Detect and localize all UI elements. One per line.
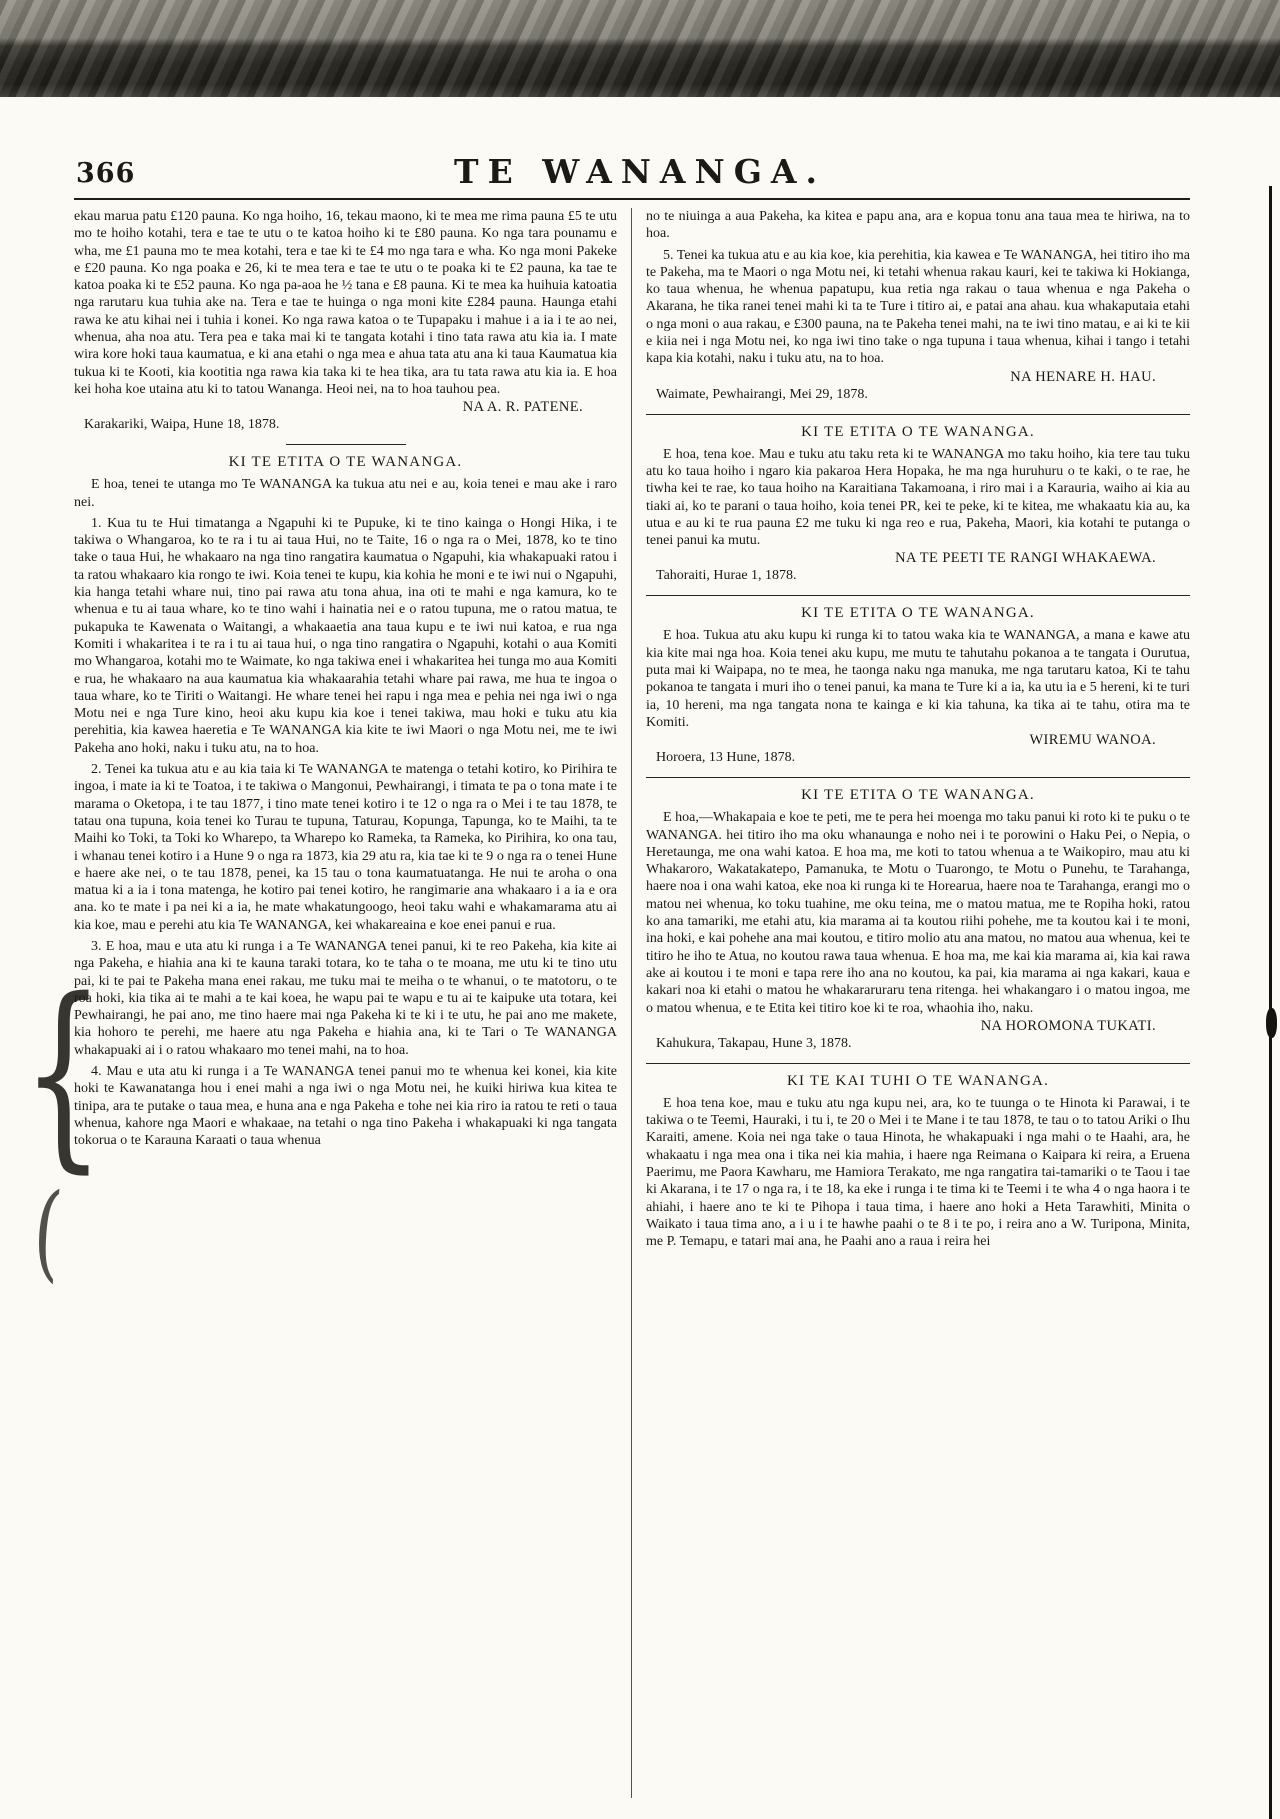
- article-divider: [646, 414, 1190, 415]
- article-divider: [646, 595, 1190, 596]
- margin-ink-paren: (: [29, 1167, 66, 1295]
- letter-item-4: 4. Mau e uta atu ki runga i a Te WANANGA tenei panui mo te whenua kei konei, kia kite hoki te Kawanatanga hou i enei mahi a nga iwi o nga Motu nei, he kuiki hiriwa kua kitea te tinipa, ara te putake o taua mea, e huna ana e nga Pakeha e tohe nei kia riro ia ratou te reti o taua whenua, kahore nga Maori e whakaae, na tetahi o nga tino Pakeha i whakapuaki ki nga tangata tokorua o te Karauna Karaati o taua whenua: [74, 1064, 617, 1149]
- dateline: Karakariki, Waipa, Hune 18, 1878.: [84, 417, 280, 433]
- right-column: [632, 208, 1190, 1798]
- estate-notice-text: ekau marua patu £120 pauna. Ko nga hoiho, 16, tekau maono, ki te mea me rima pauna £5 te utu mo te hoiho kotahi, tera e tae te utu o te katoa hoiho ki te £80 pauna. Ko nga tara pounamu e wha, me £1 pauna mo te mea kotahi, tera e tae ki te £4 mo nga tara e wha. Ko nga moni Pakeke e £20 pauna. Ko nga poaka e 26, ki te mea tera e tae te utu o te poaka ki te £2 pauna, ka tae te katoa poaka ki te £52 pauna. Ko nga pa-aoa he ½ tana e £8 pauna. Ki te mea ka huihuia katoatia nga rarutaru kua tuhia ake na. Tera e tae te huinga o nga moni kite £284 pauna. Haunga etahi rawa ke atu kihai nei i tuhia i konei. Ko nga rawa katoa o te Tupapaku i mahue i a ia i te ao nei, whenua, aha noa atu. Tera pea e taka mai ki te tangata kotahi i tino tata rawa atu kia ia. I mate wira kore hoki taua kaumatua, e ki ana etahi o nga mea e ahua tata atu ana ki taua Kaumatua kia tukua ki te Kooti, kia kootitia nga rawa kia taka ki te hea tika, ara tu tata rawa atu kia ia. E hoa kei hoha koe utaina atu ki to tatou Wananga. Heoi nei, na to hoa tauhou pea.: [74, 209, 617, 397]
- page-number: 366: [76, 158, 136, 189]
- letter-item-3: 3. E hoa, mau e uta atu ki runga i a Te WANANGA tenei panui, ki te reo Pakeha, kia kite ai nga Pakeha, e hiahia ana ki te kauna taraki totara, ko te taha o te moana, me utu ki te tino utu pai, ki te pai te Pakeha mana enei rakau, me tuku mai te meiha o te whanui, o te matotoru, o te roa hoki, kia tika ai te mahi a te kai koea, he wapu pai te wapu e tu ai te kaipuke uta totara, kei Pewhairangi, he pai ano, me tino haere mai nga Pakeha ki te ki i te utu, he pai ano me makete, kia hohoro te perehi, me haere atu nga Pakeha e hiahia ana, ki te Tari o Te WANANGA whakapuaki ai i o ratou whakaaro mo tenei mahi, na to hoa.: [74, 938, 617, 1058]
- signature: NA HENARE H. HAU.: [1010, 368, 1156, 385]
- two-column-body: [74, 208, 1190, 1798]
- section-heading: KI TE ETITA O TE WANANGA.: [801, 423, 1035, 440]
- letter-item-2: 2. Tenei ka tukua atu e au kia taia ki Te WANANGA te matenga o tetahi kotiro, ko Pirihira te ingoa, i mate ia ki te Toatoa, i te takiwa o Mangonui, Pewhairangi, i timata te pa o tona mate i te marama o Oketopa, i te tau 1877, i tino mate tenei kotiro i te 12 o nga ra o Mei i te tau 1878, te tatau ona tupuna, koia tenei ko Turau te tupuna, Taturau, Kopunga, Tapunga, ko te Maihi, ta te Maihi ko Toki, ta Toki ko Wharepo, ta Wharepo ko Rameka, ta Rameka, ko Pirihira, ko ona tau, i whanau tenei kotiro i a Hune 9 o nga ra 1873, kia 29 atu ra, kia tae ki te 9 o nga ra o tenei Hune e haere ake nei, o te tau 1878, penei, ka 15 tau o tona kaumatuatanga. He nui te aroha o ona matua ki a ia i tona matenga, he kotiro pai tenei kotiro, he rangimarie ana whakaaro i a ia e ora ana. ko te mate i pa nei ki a ia, he mate whakatungoogo, heoi taku wahi e whakamarama atu ai kia koe, mau e perehi atu kia Te WANANGA, kei whakareaina e koe enei panui e rua.: [74, 762, 617, 933]
- letter-item-5: 5. Tenei ka tukua atu e au kia koe, kia perehitia, kia kawea e Te WANANGA, hei titiro iho ma te Pakeha, ma te Maori o nga Motu nei, ki tetahi whenua rakau kauri, kei te takiwa ki Hokianga, ko taua whenua, he whenua papatupu, kua retia nga rakau o taua whenua e nga Pakeha o Akarana, he tika ranei tenei mahi ki ta te Ture i titiro ai, e patai ana ahau. kua whakaputaia etahi o nga moni o aua rakau, e £300 pauna, na te Pakeha tenei mahi, na te iwi tino matau, e ai ki te kii e kiia nei i nga Motu nei, ko nga iwi tino take o nga tupuna i taua whenua, kihai i tango i tetahi kapa kia kotahi, naku i tuku atu, na to hoa.: [646, 247, 1190, 367]
- signature: NA HOROMONA TUKATI.: [980, 1017, 1156, 1034]
- section-heading: KI TE ETITA O TE WANANGA.: [228, 454, 463, 471]
- letter-body: E hoa. Tukua atu aku kupu ki runga ki to tatou waka kia te WANANGA, a mana e kawe atu kia kite mai nga hoa. Koia tenei aku kupu, me mutu te tahutahu pokanoa a te tangata i Ourutua, puta mai ki Waipapa, no te mea, he taonga naku nga manuka, me nga tarutaru katoa, Ki te tahu pokanoa te tangata i muri iho o tenei panui, ka mana te Ture ki a ia, ka utu ia e 5 hereni, ki te turi ia, 10 hereni, ma nga tangata nona te kainga e ki kia tahuna, ka tika ai te tahu, otira ma te Komiti.: [646, 628, 1190, 730]
- letter-continuation-text: no te niuinga a aua Pakeha, ka kitea e papu ana, ara e kopua tonu ana taua mea te hiriwa, na to hoa.: [646, 209, 1190, 242]
- scan-artifact-top-band: [0, 0, 1280, 97]
- letter-body: E hoa tena koe, mau e tuku atu nga kupu nei, ara, ko te tuunga o te Hinota ki Parawai, i te takiwa o te Teemi, Hauraki, i tu i, te 20 o Mei i te Mane i te tau 1878, te tau o to tatou Ariki o Ihu Karaiti, amene. Koia nei nga take o taua Hinota, he whakapuaki i nga mahi o te Haahi, ara, he whakaatu i nga mea ona i tika nei kia mahia, i haere nga Reimana o Kaipara ki reira, a Eruena Paerimu, me Paora Kawharu, me Hamiora Terakato, me nga rangatira tai-tamariki o te Taou i tae ki Akarana, i te 17 o nga ra, i te 18, ka eke i runga i te tima ki te Teemi i te wha 4 o nga haora i te ahiahi, i haere ano te ki te Pihopa i taua tima, i haere ano hoki a Heta Tarawhiti, Minita o Waikato i taua tima ano, a i u i te hawhe paahi o te 8 i te po, i reira ano a W. Turipona, Minita, me P. Temapu, e tatari mai ana, he Paahi ano a raua i reira hei: [646, 1095, 1190, 1250]
- dateline: Tahoraiti, Hurae 1, 1878.: [656, 568, 797, 584]
- letter-body: E hoa,—Whakapaia e koe te peti, me te pera hei moenga mo taku panui ki roto ki te puku o te WANANGA. hei titiro iho ma oku whanaunga e noho nei i te porowini o Haku Pei, o Nepia, o Heretaunga, me ona wahi katoa. E hoa ma, me koti to tatou whenua a te Waikopiro, mau atu ki Whakaroro, Wakatakatepo, Pamanuka, te Motu o Tuarongo, te Motu o Punehu, te Tarahanga, haere noa i ona wahi katoa, eke noa ki runga ki te Horearua, haere noa te Tarahanga, erangi mo o matou nei whenua, ko toku tuahine, me oku teina, me o matou matua, me te Ropiha hoki, ratou ko ana tamariki, me etahi atu, kia marama ai ta koutou riihi pohehe, me ta koutou kai i te moni, ina hoki, e kai pohehe ana mai koutou, e titiro molio atu ana matou, no matou aua whenua, kei te titiro he iho te Atua, no koutou rawa taua whenua. E hoa ma, me kai kia marama ai, kia kai rawa ake ai koutou i te moni e tapa rere iho ana no koutou, ka pai, kia marama ai nga kakari, kaua e kakari noa ki etahi o matou he whakararuraru tena ritenga. hei whakangaro i o matou ingoa, me o matou whenua, e te Etita kei titiro koe ki te roa, whaohia iho, naku.: [646, 810, 1190, 1016]
- dateline: Kahukura, Takapau, Hune 3, 1878.: [656, 1035, 852, 1051]
- masthead-title: TE WANANGA.: [454, 152, 826, 191]
- letter-item-1: 1. Kua tu te Hui timatanga a Ngapuhi ki te Pupuke, ki te tino kainga o Hongi Hika, i te takiwa o Whangaroa, ko te ra i tu ai taua Hui, no te Taite, 16 o nga ra o Mei, 1878, ko te tino take o taua Hui, he whakaaro na nga tino rangatira kaumatua o Ngapuhi, kia whakapuaki ratou i ta ratou whakaaro kia rongo te iwi. Koia tenei te kupu, kia kohia he moni e te iwi nui o Ngapuhi, kia hanga tetahi whare nui, tino pai rawa atu tona ahua, ina oti te mahi e nga kamura, ko te whenua e tu ai taua whare, ko te tino wahi i hainatia nei e o ratou tupuna, me o ratou matua, te pukapuka te Kawenata o Waitangi, a whakaaetia ana taua kupu e te iwi nui katoa, e rua nga Komiti i whakaritea i te ra i tu ai taua hui, o nga tino rangatira o Ngapuhi, kotahi o aua Komiti mo Whangaroa, kotahi mo te Waimate, ko nga takiwa enei i whakaritea hei tunga mo aua Komiti e rua, he whakaaro na aua kaumatua kia whakaarahia tetahi whare pai rawa, me hua te ingoa o taua whare, ko te Tiriti o Waitangi. He whare tenei hei rapu i nga mea e pehia nei nga iwi o nga Motu nei e nga Ture kino, heoi aku kupu kia koe i tenei takiwa, mau hoki e tuku atu kia perehitia, kia kawea haeretia e Te WANANGA kia kite te iwi Maori o nga Motu nei, me te iwi Pakeha ano hoki, naku i tuku atu, na to hoa.: [74, 515, 617, 756]
- signature: NA A. R. PATENE.: [462, 399, 583, 416]
- scan-artifact-right-edge: [1269, 186, 1272, 1819]
- letter-body: E hoa, tena koe. Mau e tuku atu taku reta ki te WANANGA mo taku hoiho, kia tere tau tuku atu ko taua hoiho i ngaro kia pakaroa Hera Hopaka, he ma nga huruhuru o te kaki, o te rae, he tiwha kei te rae, ko taua hoiho na Karaitiana Takamoana, i riro mai i a Karauria, waiho ai kia au tiaki ai, ko te parani o taua hoiho, koia tenei PR, kei te peke, ki te kitea, me whakaatu kia au, ka utua e au ki te rua pauna £2 me tuku ki nga reo e rua, Pakeha, Maori, kia kotahi te putanga o tenei panui ka mutu.: [646, 446, 1190, 549]
- left-column: [74, 208, 632, 1798]
- signature: NA TE PEETI TE RANGI WHAKAEWA.: [895, 550, 1156, 567]
- signature: WIREMU WANOA.: [1029, 732, 1156, 749]
- section-heading: KI TE ETITA O TE WANANGA.: [801, 787, 1035, 804]
- dateline: Waimate, Pewhairangi, Mei 29, 1878.: [656, 386, 868, 402]
- section-heading: KI TE ETITA O TE WANANGA.: [801, 605, 1035, 622]
- article-divider: [646, 777, 1190, 778]
- dateline: Horoera, 13 Hune, 1878.: [656, 750, 796, 766]
- margin-ink-brace: {: [22, 955, 105, 1191]
- page-header: [0, 148, 1280, 196]
- letter-intro: E hoa, tenei te utanga mo Te WANANGA ka tukua atu nei e au, koia tenei e mau ake i raro nei.: [74, 477, 617, 510]
- scan-artifact-smudge: [1266, 1008, 1277, 1038]
- article-divider: [286, 444, 406, 445]
- article-divider: [646, 1063, 1190, 1064]
- header-rule: [74, 198, 1190, 200]
- section-heading: KI TE KAI TUHI O TE WANANGA.: [786, 1072, 1050, 1089]
